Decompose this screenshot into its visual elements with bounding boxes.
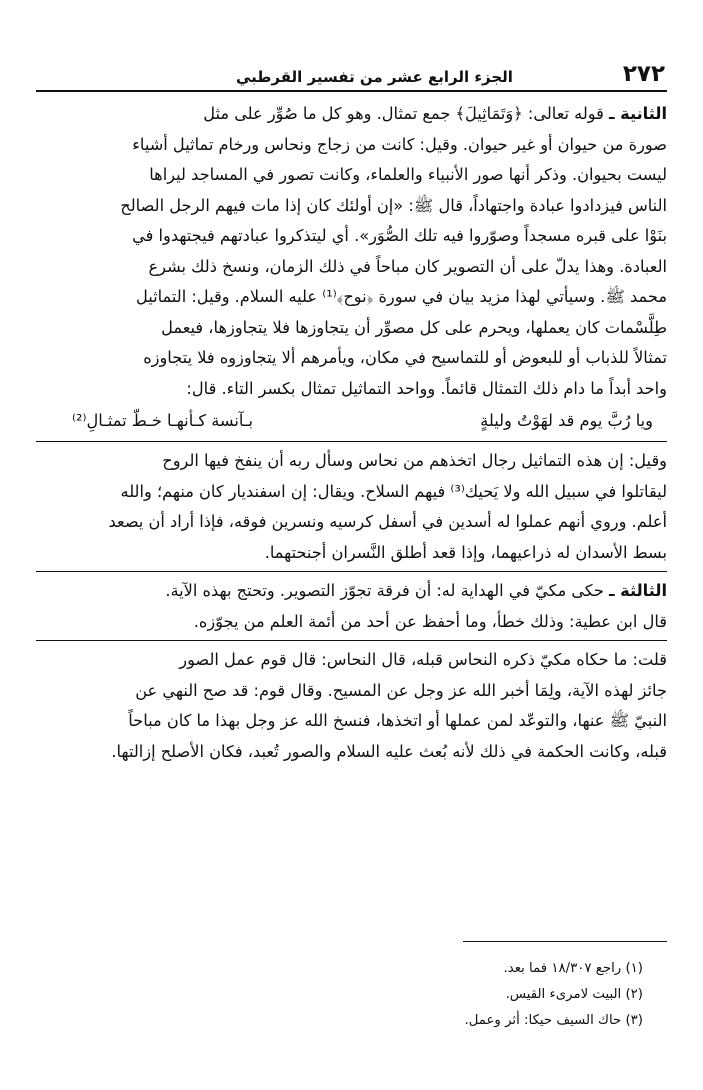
- section-lead: الثانية ـ: [609, 104, 667, 123]
- footnote: (٣) حاك السيف حيكا: أثر وعمل.: [464, 1013, 643, 1028]
- paragraph-statues: [36, 446, 667, 568]
- paragraph-rule: [36, 441, 667, 442]
- text-line: وقيل: إن هذه التماثيل رجال اتخذهم من نحاس وسأل ربه أن ينفخ فيها الروح: [162, 451, 667, 470]
- text-line: قلت: ما حكاه مكيّ ذكره النحاس قبله، قال النحاس: قال قوم عمل الصور: [179, 650, 667, 669]
- section-second: [36, 99, 667, 404]
- paragraph-qultu: [36, 645, 667, 767]
- page-header: [36, 56, 667, 90]
- text-line: الناس فيزدادوا عبادة واجتهاداً، قال ﷺ: «إن أولئك كان إذا مات فيهم الرجل الصالح: [120, 195, 667, 215]
- footnote: (١) راجع ١٨/٣٠٧ فما بعد.: [503, 961, 643, 976]
- header-rule: [36, 90, 667, 92]
- paragraph-rule: [36, 640, 667, 641]
- text-line: النبيّ ﷺ عنها، والتوعّد لمن عملها أو اتخذها، فنسخ الله عز وجل بهذا ما كان مباحاً: [128, 711, 667, 730]
- text-line: قبله، وكانت الحكمة في ذلك لأنه بُعث عليه السلام والصور تُعبد، فكان الأصلح إزالتها.: [111, 741, 667, 761]
- text-line: جائز لهذه الآية، ولِمَا أخبر الله عز وجل عن المسيح. وقال قوم: قد صح النهي عن: [135, 680, 667, 700]
- section-third: [36, 576, 667, 637]
- text-line: صورة من حيوان أو غير حيوان. وقيل: كانت من زجاج ونحاس ورخام تماثيل أشياء: [132, 134, 667, 154]
- text-line: طِلَّسْمات كان يعملها، ويحرم على كل مصوِّر أن يتجاوزها فلا يتجاوزها، فيعمل: [161, 317, 667, 337]
- text-line: ليقاتلوا في سبيل الله ولا يَحيك⁽³⁾ فيهم السلاح. ويقال: إن اسفنديار كان منهم؛ والله: [120, 481, 667, 501]
- page-number: ٢٧٢: [622, 61, 665, 87]
- verse-second-hemistich: بـآنسة كـأنهـا خـطّ تمثـالِ⁽²⁾: [72, 411, 254, 430]
- text-line: الثالثة ـ حكى مكيّ في الهداية له: أن فرقة تجوّز التصوير. وتحتج بهذه الآية.: [165, 581, 667, 600]
- text-line: محمد ﷺ. وسيأتي لهذا مزيد بيان في سورة ﴿نوح﴾⁽¹⁾ عليه السلام. وقيل: التماثيل: [135, 287, 667, 306]
- text-line: بنَوْا على قبره مسجداً وصوّروا فيه تلك الصُّوَر». أي ليتذكروا عبادتهم فيجتهدوا في: [132, 226, 667, 245]
- page: [36, 56, 667, 1066]
- text-line: الثانية ـ قوله تعالى: ﴿وَتَمَاثِيلَ﴾ جمع تمثال. وهو كل ما صُوِّر على مثل: [203, 104, 667, 123]
- footnote: (٢) البيت لامرىء القيس.: [505, 987, 643, 1002]
- section-lead: الثالثة ـ: [609, 581, 667, 600]
- paragraph-rule: [36, 571, 667, 572]
- verse-first-hemistich: ويا رُبَّ يوم قد لهَوْتُ وليلةٍ: [480, 411, 653, 430]
- footnote-rule: [463, 941, 667, 942]
- text-line: قال ابن عطية: وذلك خطأ، وما أحفظ عن أحد من أئمة العلم من يجوّزه.: [193, 611, 667, 631]
- text-line: العبادة. وهذا يدلّ على أن التصوير كان مباحاً في ذلك الزمان، ونسخ ذلك بشرع: [148, 256, 667, 276]
- text-line: ليست بحيوان. وذكر أنها صور الأنبياء والعلماء، وكانت تصور في المساجد ليراها: [149, 165, 667, 184]
- body-text: [36, 99, 667, 767]
- text-line: أعلم. وروي أنهم عملوا له أسدين في أسفل كرسيه ونسرين فوقه، فإذا أراد أن يصعد: [108, 512, 667, 531]
- footnotes: [465, 956, 643, 1034]
- poetry-verse: [36, 404, 667, 438]
- text-line: بسط الأسدان له ذراعيهما، وإذا قعد أطلق النَّسران أجنحتهما.: [264, 542, 667, 562]
- text-line: واحد أبداً ما دام ذلك التمثال قائماً. وواحد التماثيل تمثال بكسر التاء. قال:: [186, 378, 667, 398]
- text-line: تمثالاً للذباب أو للبعوض أو للتماسيح في مكان، ويأمرهم ألا يتجاوزوه فلا يتجاوزه: [143, 348, 667, 367]
- running-title: الجزء الرابع عشر من تفسير القرطبي: [236, 68, 513, 86]
